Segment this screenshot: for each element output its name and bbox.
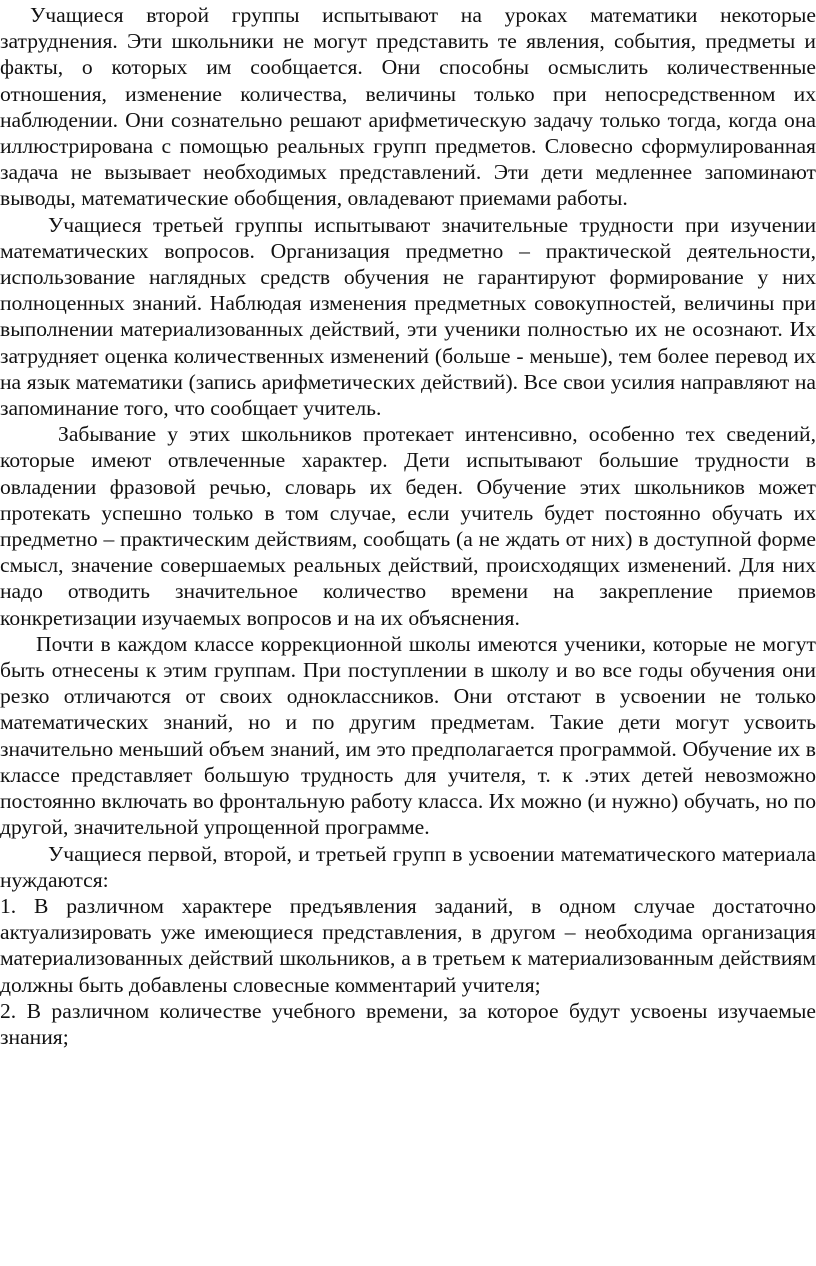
list-item-2: 2. В различном количестве учебного времени, за которое будут усвоены изучаемые знания; <box>0 998 816 1049</box>
paragraph-forgetting: Забывание у этих школьников протекает интенсивно, особенно тех сведений, которые имеют отвлеченные характер. Дети испытывают большие трудности в овладении фразовой речью, словарь их беден. Обучение этих школьников может протекать успешно только в том случае, если учитель будет постоянно обучать их предметно – практическим действиям, сообщать (а не ждать от них) в доступной форме смысл, значение совершаемых реальных действий, происходящих изменений. Для них надо отводить значительное количество времени на закрепление приемов конкретизации изучаемых вопросов и на их объяснения. <box>0 422 816 630</box>
paragraph-needs-intro: Учащиеся первой, второй, и третьей групп в усвоении математического материала нуждаются: <box>0 841 816 892</box>
list-item-1: 1. В различном характере предъявления заданий, в одном случае достаточно актуализировать уже имеющиеся представления, в другом – необходима организация материализованных действий школьников, а в третьем к материализованным действиям должны быть добавлены словесные комментарий учителя; <box>0 893 816 997</box>
paragraph-other-students: Почти в каждом классе коррекционной школы имеются ученики, которые не могут быть отнесены к этим группам. При поступлении в школу и во все годы обучения они резко отличаются от своих одноклассников. Они отстают в усвоении не только математических знаний, но и по другим предметам. Такие дети могут усвоить значительно меньший объем знаний, им это предполагается программой. Обучение их в классе представляет большую трудность для учителя, т. к .этих детей невозможно постоянно включать во фронтальную работу класса. Их можно (и нужно) обучать, но по другой, значительной упрощенной программе. <box>0 631 816 840</box>
paragraph-second-group: Учащиеся второй группы испытывают на уроках математики некоторые затруднения. Эти школьники не могут представить те явления, события, предметы и факты, о которых им сообщается. Они способны осмыслить количественные отношения, изменение количества, величины только при непосредственном их наблюдении. Они сознательно решают арифметическую задачу только тогда, когда она иллюстрирована с помощью реальных групп предметов. Словесно сформулированная задача не вызывает необходимых представлений. Эти дети медленнее запоминают выводы, математические обобщения, овладевают приемами работы. <box>0 3 816 211</box>
paragraph-third-group: Учащиеся третьей группы испытывают значительные трудности при изучении математических вопросов. Организация предметно – практической деятельности, использование наглядных средств обучения не гарантируют формирование у них полноценных знаний. Наблюдая изменения предметных совокупностей, величины при выполнении материализованных действий, эти ученики полностью их не осознают. Их затрудняет оценка количественных изменений (больше - меньше), тем более перевод их на язык математики (запись арифметических действий). Все свои усилия направляют на запоминание того, что сообщает учитель. <box>0 212 816 421</box>
